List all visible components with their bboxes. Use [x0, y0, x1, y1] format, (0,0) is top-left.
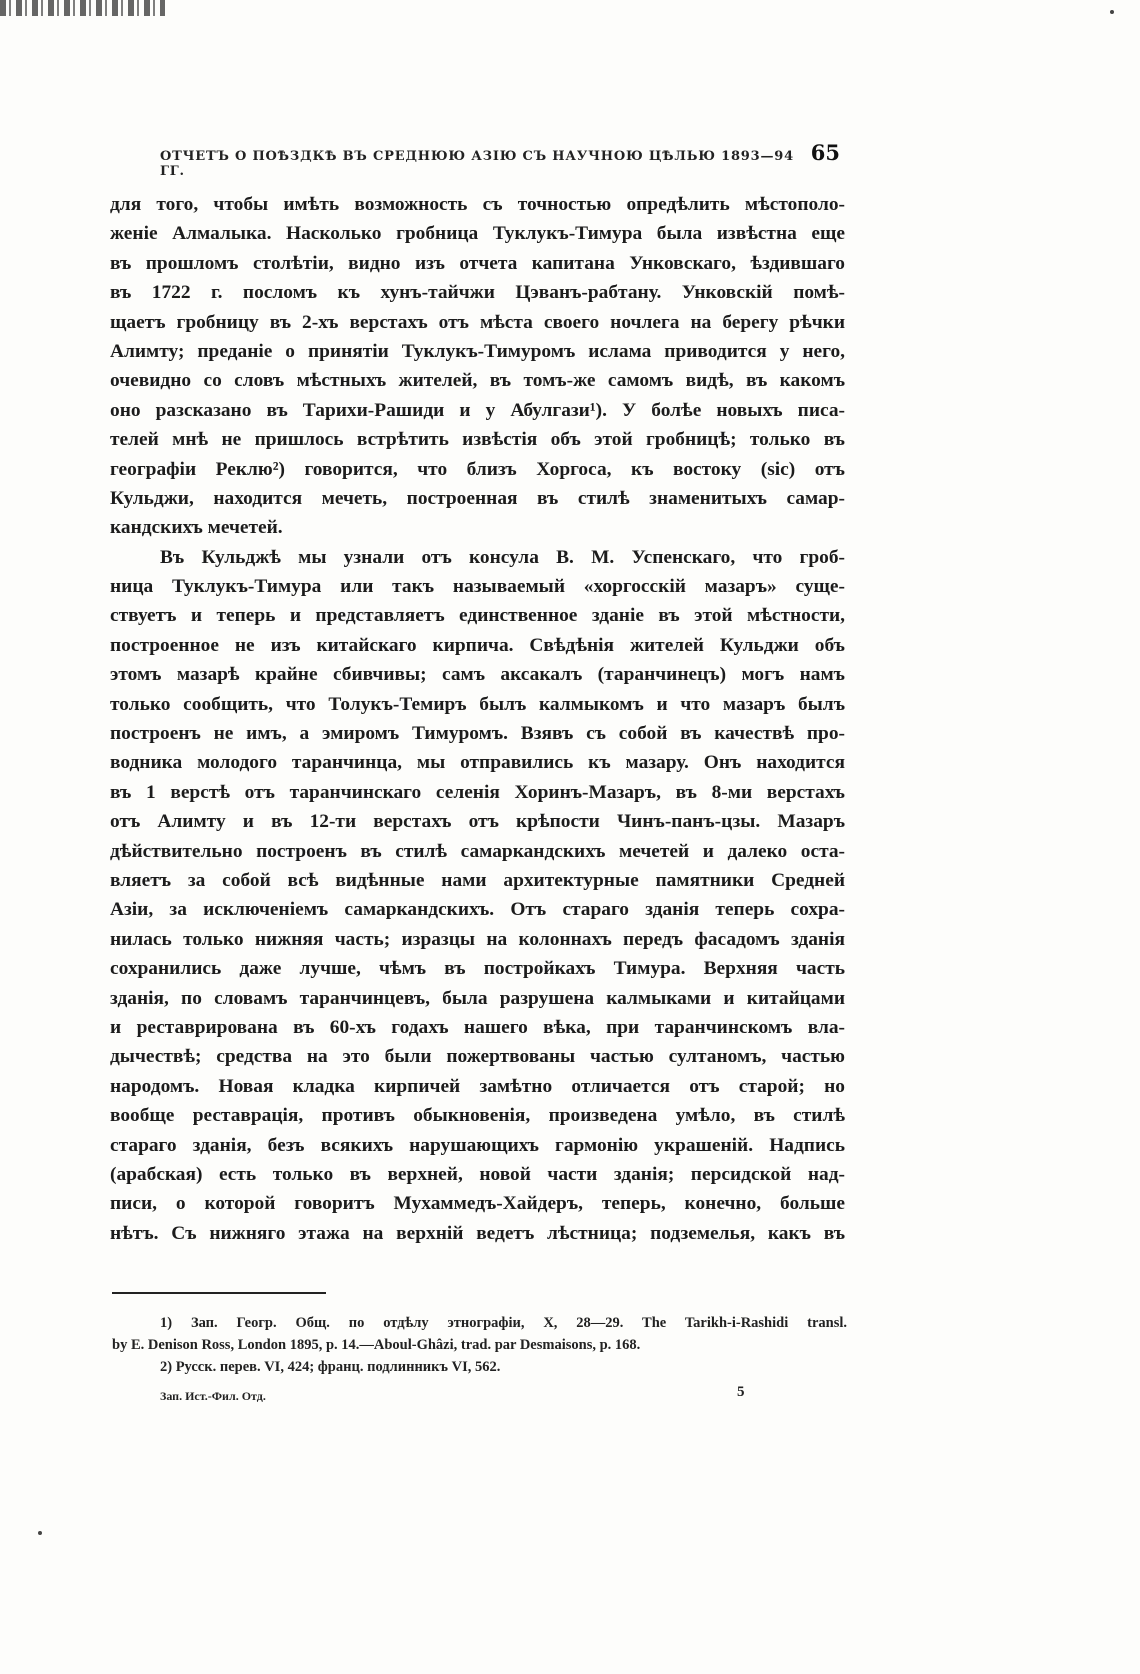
- text-line: Алимту; преданіе о принятіи Туклукъ-Тимуромъ ислама приводится у него,: [110, 340, 845, 362]
- text-line: въ 1722 г. посломъ къ хунъ-тайчжи Цэванъ-рабтану. Унковскій помѣ-: [110, 282, 845, 304]
- text-line: построенное не изъ китайскаго кирпича. Свѣдѣнія жителей Кульджи объ: [110, 634, 845, 656]
- signature-mark: Зап. Ист.-Фил. Отд.: [160, 1389, 266, 1403]
- text-line: телей мнѣ не пришлось встрѣтить извѣстія объ этой гробницѣ; только въ: [110, 429, 845, 451]
- text-line: Азіи, за исключеніемъ самаркандскихъ. Отъ стараго зданія теперь сохра-: [110, 899, 845, 921]
- scan-speck: [1110, 10, 1114, 14]
- text-line: (арабская) есть только въ верхней, новой части зданія; персидской над-: [110, 1163, 845, 1185]
- page-number: 65: [810, 140, 840, 165]
- text-line: нѣтъ. Съ нижняго этажа на верхній ведетъ лѣстница; подземелья, какъ въ: [110, 1222, 845, 1244]
- footnotes: [112, 1312, 847, 1378]
- text-line: щаетъ гробницу въ 2-хъ верстахъ отъ мѣста своего ночлега на берегу рѣчки: [110, 311, 845, 333]
- text-line: зданія, по словамъ таранчинцевъ, была разрушена калмыками и китайцами: [110, 987, 845, 1009]
- footnote-2: 2) Русск. перев. VI, 424; франц. подлинникъ VI, 562.: [160, 1359, 501, 1375]
- text-line: дѣйствительно построенъ въ стилѣ самаркандскихъ мечетей и далеко оста-: [110, 840, 845, 862]
- text-line: народомъ. Новая кладка кирпичей замѣтно отличается отъ старой; но: [110, 1075, 845, 1097]
- signature-number: 5: [737, 1384, 745, 1400]
- text-line: нилась только нижняя часть; изразцы на колоннахъ передъ фасадомъ зданія: [110, 928, 845, 950]
- running-header: [160, 140, 840, 179]
- text-line: въ прошломъ столѣтіи, видно изъ отчета капитана Унковскаго, ѣздившаго: [110, 252, 845, 274]
- scan-artifact: [0, 0, 165, 16]
- text-line: въ 1 верстѣ отъ таранчинскаго селенія Хоринъ-Мазаръ, въ 8-ми верстахъ: [110, 781, 845, 803]
- text-line: и реставрирована въ 60-хъ годахъ нашего вѣка, при таранчинскомъ вла-: [110, 1016, 845, 1038]
- text-line: отъ Алимту и въ 12-ти верстахъ отъ крѣпости Чинъ-панъ-цзы. Мазаръ: [110, 811, 845, 833]
- running-header-title: ОТЧЕТЪ О ПОѢЗДКѢ ВЪ СРЕДНЮЮ АЗІЮ СЪ НАУЧНОЮ ЦѢЛЬЮ 1893—94 ГГ.: [160, 149, 794, 179]
- text-line: женіе Алмалыка. Насколько гробница Туклукъ-Тимура была извѣстна еще: [110, 223, 845, 245]
- footnote-rule: [112, 1292, 326, 1294]
- text-line: только сообщить, что Толукъ-Темиръ былъ калмыкомъ и что мазаръ былъ: [110, 693, 845, 715]
- text-line: стараго зданія, безъ всякихъ нарушающихъ гармонію украшеній. Надпись: [110, 1134, 845, 1156]
- text-line: писи, о которой говоритъ Мухаммедъ-Хайдеръ, теперь, конечно, больше: [110, 1193, 845, 1215]
- text-line: кандскихъ мечетей.: [110, 517, 283, 539]
- text-line: этомъ мазарѣ крайне сбивчивы; самъ аксакалъ (таранчинецъ) могъ намъ: [110, 664, 845, 686]
- text-line: вообще реставрація, противъ обыкновенія, произведена умѣло, въ стилѣ: [110, 1105, 845, 1127]
- body-text: [110, 190, 845, 1248]
- text-line: для того, чтобы имѣть возможность съ точностью опредѣлить мѣстополо-: [110, 194, 845, 215]
- scan-speck: [38, 1531, 42, 1535]
- text-line: вляетъ за собой всѣ видѣнные нами архитектурные памятники Средней: [110, 869, 845, 891]
- text-line: ница Туклукъ-Тимура или такъ называемый «хоргосскій мазаръ» суще-: [110, 576, 845, 598]
- footnote-1-line-2: by E. Denison Ross, London 1895, p. 14.—Aboul-Ghâzi, trad. par Desmaisons, p. 168.: [112, 1337, 641, 1353]
- text-line: очевидно со словъ мѣстныхъ жителей, въ томъ-же самомъ видѣ, въ какомъ: [110, 370, 845, 392]
- text-line: географіи Реклю²) говорится, что близъ Хоргоса, къ востоку (sic) отъ: [110, 458, 845, 480]
- paragraph-start-line: Въ Кульджѣ мы узнали отъ консула В. М. Успенскаго, что гроб-: [160, 546, 845, 568]
- footnote-1-line-1: 1) Зап. Геогр. Общ. по отдѣлу этнографіи, X, 28—29. The Tarikh-i-Rashidi transl.: [160, 1315, 847, 1331]
- text-line: оно разсказано въ Тарихи-Рашиди и у Абулгази¹). У болѣе новыхъ писа-: [110, 399, 845, 421]
- text-line: ствуетъ и теперь и представляетъ единственное зданіе въ этой мѣстности,: [110, 605, 845, 627]
- text-line: Кульджи, находится мечеть, построенная въ стилѣ знаменитыхъ самар-: [110, 487, 845, 509]
- text-line: сохранились даже лучше, чѣмъ въ постройкахъ Тимура. Верхняя часть: [110, 958, 845, 980]
- text-line: построенъ не имъ, а эмиромъ Тимуромъ. Взявъ съ собой въ качествѣ про-: [110, 723, 845, 745]
- text-line: дычествѣ; средства на это были пожертвованы частью султаномъ, частью: [110, 1046, 845, 1068]
- text-line: водника молодого таранчинца, мы отправились къ мазару. Онъ находится: [110, 752, 845, 774]
